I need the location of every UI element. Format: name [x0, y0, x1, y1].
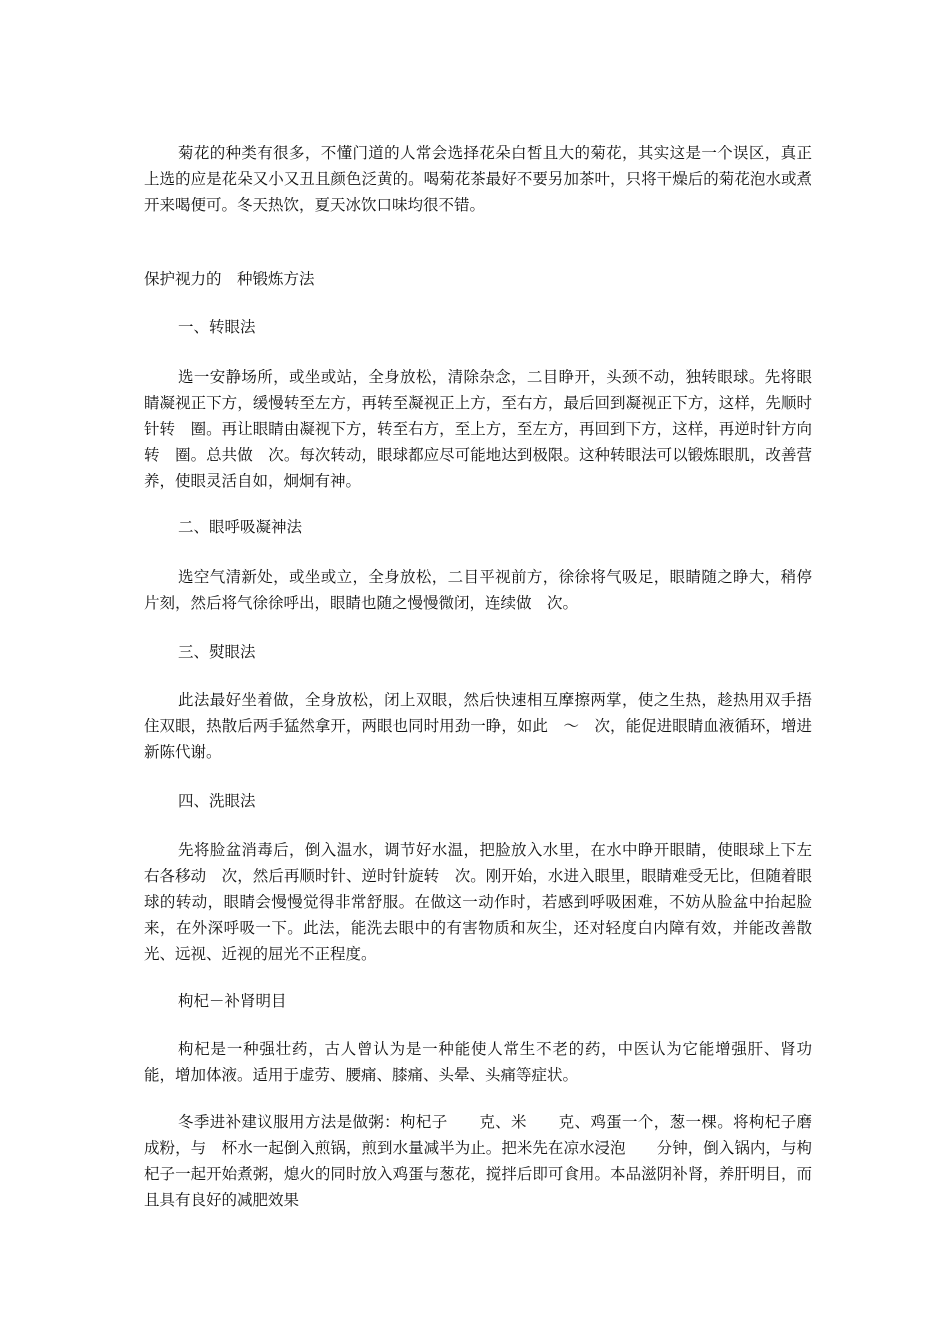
- paragraph-eye-washing: 先将脸盆消毒后，倒入温水，调节好水温，把脸放入水里，在水中睁开眼睛，使眼球上下左右各移动 次，然后再顺时针、逆时针旋转 次。刚开始，水进入眼里，眼睛难受无比，但随着眼球的转动，眼睛会慢慢觉得非常舒服。在做这一动作时，若感到呼吸困难，不妨从脸盆中抬起脸来，在外深呼吸一下。此法，能洗去眼中的有害物质和灰尘，还对轻度白内障有效，并能改善散光、远视、近视的屈光不正程度。: [144, 841, 812, 963]
- paragraph-goji-recipe: 冬季进补建议服用方法是做粥：枸杞子 克、米 克、鸡蛋一个，葱一棵。将枸杞子磨成粉，与 杯水一起倒入煎锅，煎到水量减半为止。把米先在凉水浸泡 分钟，倒入锅内，与枸杞子一起开始煮粥，熄火的同时放入鸡蛋与葱花，搅拌后即可食用。本品滋阴补肾，养肝明目，而且具有良好的减肥效果: [144, 1113, 812, 1209]
- heading-eye-washing: 四、洗眼法: [178, 792, 256, 810]
- paragraph-eye-ironing: 此法最好坐着做，全身放松，闭上双眼，然后快速相互摩擦两掌，使之生热，趁热用双手捂住双眼，热散后两手猛然拿开，两眼也同时用劲一睁，如此 ～ 次，能促进眼睛血液循环，增进新陈代谢。: [144, 691, 812, 761]
- paragraph-eye-rotation: 选一安静场所，或坐或站，全身放松，清除杂念，二目睁开，头颈不动，独转眼球。先将眼睛凝视正下方，缓慢转至左方，再转至凝视正上方，至右方，最后回到凝视正下方，这样，先顺时针转 圈。再让眼睛由凝视下方，转至右方，至上方，至左方，再回到下方，这样，再逆时针方向转 圈。总共做 次。每次转动，眼球都应尽可能地达到极限。这种转眼法可以锻炼眼肌，改善营养，使眼灵活自如，炯炯有神。: [144, 368, 812, 490]
- heading-goji: 枸杞－补肾明目: [178, 992, 287, 1010]
- section-title-eye-exercises: 保护视力的 种锻炼方法: [144, 270, 315, 288]
- paragraph-goji-intro: 枸杞是一种强壮药，古人曾认为是一种能使人常生不老的药，中医认为它能增强肝、肾功能，增加体液。适用于虚劳、腰痛、膝痛、头晕、头痛等症状。: [144, 1040, 812, 1084]
- heading-eye-breathing: 二、眼呼吸凝神法: [178, 518, 303, 536]
- paragraph-chrysanthemum: 菊花的种类有很多，不懂门道的人常会选择花朵白皙且大的菊花，其实这是一个误区，真正上选的应是花朵又小又丑且颜色泛黄的。喝菊花茶最好不要另加茶叶，只将干燥后的菊花泡水或煮开来喝便可。冬天热饮，夏天冰饮口味均很不错。: [144, 144, 812, 214]
- paragraph-eye-breathing: 选空气清新处，或坐或立，全身放松，二目平视前方，徐徐将气吸足，眼睛随之睁大，稍停片刻，然后将气徐徐呼出，眼睛也随之慢慢微闭，连续做 次。: [144, 568, 812, 612]
- heading-eye-rotation: 一、转眼法: [178, 318, 256, 336]
- heading-eye-ironing: 三、熨眼法: [178, 643, 256, 661]
